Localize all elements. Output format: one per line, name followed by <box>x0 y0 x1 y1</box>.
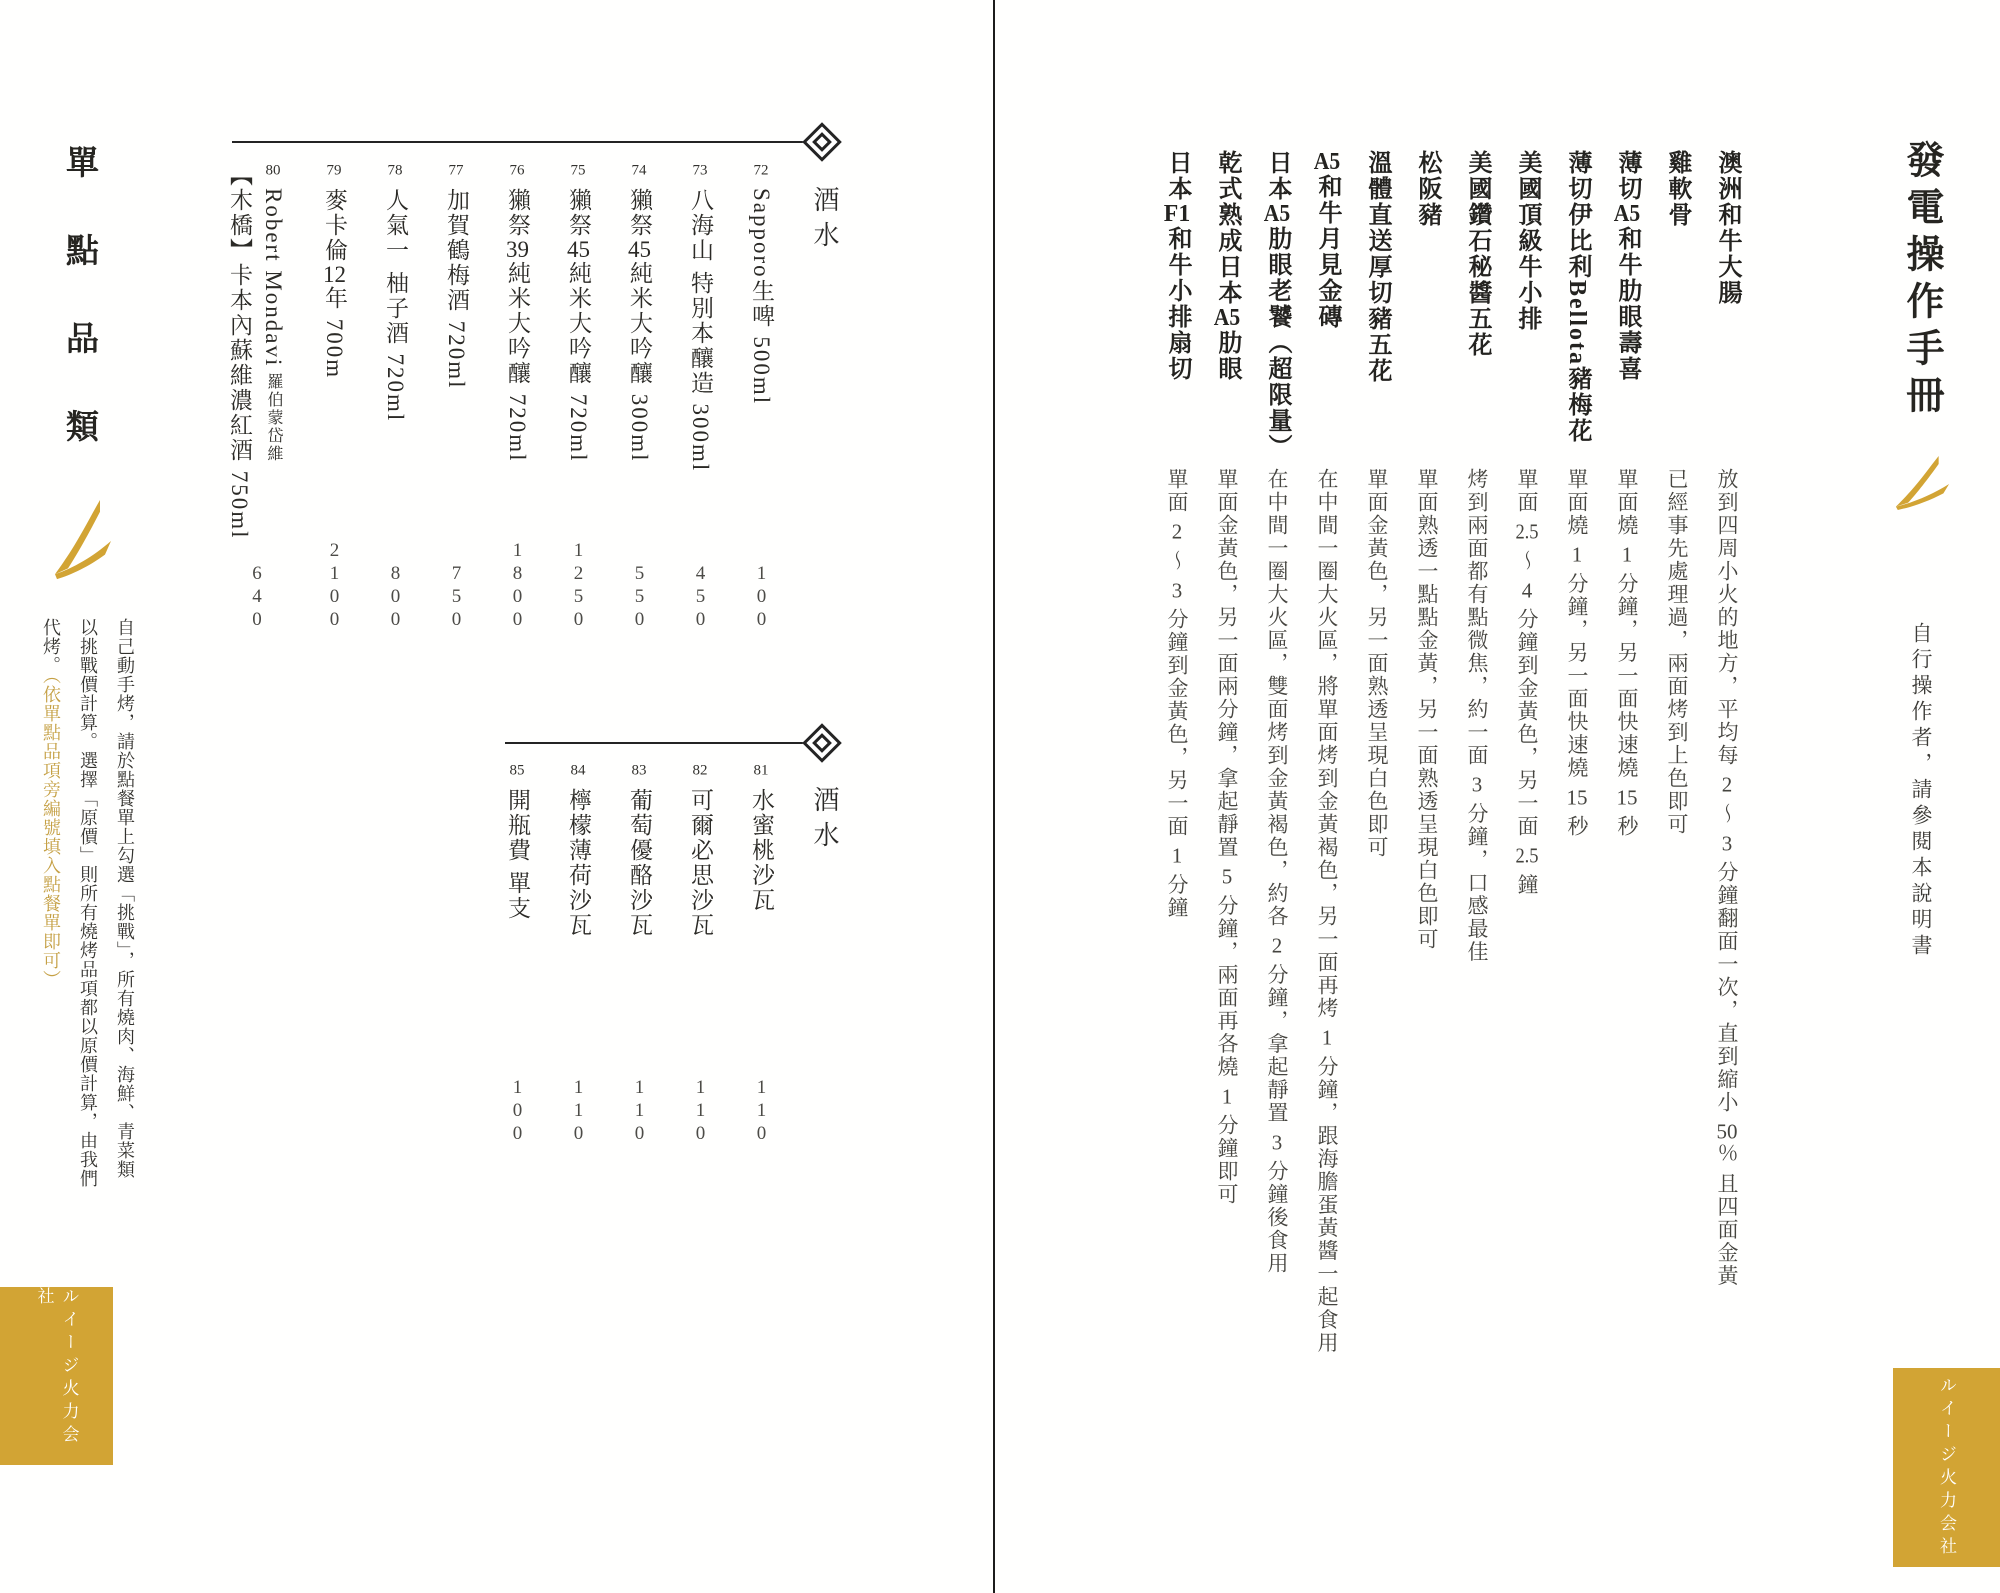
intro-line: 自己動手烤，請於點餐單上勾選「挑戰」，所有燒肉、海鮮、青菜類 <box>115 618 135 1179</box>
page-fold-divider <box>993 0 995 1593</box>
item-price: 100 <box>507 1077 528 1146</box>
menu-item-line <box>683 163 717 632</box>
item-price: 110 <box>568 1077 589 1146</box>
operation-item-name: 日本A5肋眼老饕（超限量） <box>1263 150 1291 460</box>
operation-item-instruction: 烤到兩面都有點微焦，約一面 3 分鐘，口感最佳 <box>1465 468 1489 964</box>
item-name: 獺祭45純米大吟釀 720ml <box>566 188 591 463</box>
brand-logo-text: ルイージ火力会社 <box>1937 1375 1956 1560</box>
item-number: 80 <box>265 163 281 178</box>
operation-item-name: 美國鑽石秘醬五花 <box>1464 150 1490 358</box>
item-number: 72 <box>753 163 769 178</box>
item-name-line2: 【木橋】卡本內蘇維濃紅酒 750ml <box>227 163 252 540</box>
operation-item <box>1712 150 1742 1550</box>
item-price: 100 <box>751 563 772 632</box>
self-grill-intro <box>32 618 143 1210</box>
menu-item <box>500 763 534 1146</box>
operation-item <box>1262 150 1292 1550</box>
section-label-drinks-2: 酒水 <box>810 786 839 856</box>
menu-item <box>622 163 656 632</box>
menu-item-line <box>439 163 473 632</box>
item-name: 開瓶費 單支 <box>505 788 530 921</box>
drink-list-2 <box>473 763 778 1146</box>
item-name: 加賀鶴梅酒 720ml <box>444 188 469 390</box>
item-number: 77 <box>448 163 464 178</box>
item-number: 81 <box>753 763 769 778</box>
section-rule <box>505 742 806 744</box>
operation-item-name: 澳洲和牛大腸 <box>1714 150 1740 306</box>
menu-item <box>439 163 473 632</box>
menu-item-line <box>378 163 412 632</box>
operation-item-instruction: 已經事先處理過，兩面烤到上色即可 <box>1665 468 1689 836</box>
item-price: 2100 <box>324 540 345 632</box>
drink-list-1 <box>196 163 778 632</box>
item-price: 550 <box>629 563 650 632</box>
intro-line3-gold: （依單點品項旁編號填入點餐單即可） <box>41 675 61 989</box>
operation-item-instruction: 單面 2 ～ 3 分鐘到金黃色，另一面 1 分鐘 <box>1165 468 1189 920</box>
item-name-annotation: 羅伯蒙岱維 <box>265 373 282 464</box>
item-number: 85 <box>509 763 525 778</box>
brush-stroke-icon <box>53 500 113 582</box>
operation-item-instruction: 單面金黃色，另一面兩分鐘，拿起靜置 5 分鐘，兩面再各燒 1 分鐘即可 <box>1215 468 1239 1206</box>
operation-item-instruction: 在中間一圈大火區，雙面烤到金黃褐色，約各 2 分鐘，拿起靜置 3 分鐘後食用 <box>1265 468 1289 1275</box>
diamond-icon <box>802 723 842 763</box>
item-name: 水蜜桃沙瓦 <box>749 788 774 913</box>
item-number: 84 <box>570 763 586 778</box>
operation-item <box>1162 150 1192 1550</box>
operation-item-instruction: 在中間一圈大火區，將單面烤到金黃褐色，另一面再烤 1 分鐘，跟海膽蛋黃醬一起食用 <box>1315 468 1339 1355</box>
operation-item-name: 松阪豬 <box>1414 150 1440 228</box>
operation-item <box>1662 150 1692 1550</box>
menu-item-line <box>622 163 656 632</box>
menu-item-line <box>744 163 778 632</box>
operation-item <box>1362 150 1392 1550</box>
menu-item <box>317 163 351 632</box>
item-price: 750 <box>446 563 467 632</box>
operation-item-name: 薄切A5和牛肋眼壽喜 <box>1613 150 1641 382</box>
item-name: 可爾必思沙瓦 <box>688 788 713 938</box>
item-name: 麥卡倫12年 700m <box>322 188 347 380</box>
operation-item-name: 日本F1和牛小排扇切 <box>1163 150 1191 382</box>
item-number: 82 <box>692 763 708 778</box>
item-name: 獺祭39純米大吟釀 720ml <box>505 188 530 463</box>
menu-item <box>378 163 412 632</box>
right-page-subtitle: 自行操作者，請參閱本說明書 <box>1909 622 1933 960</box>
operation-item-name: 乾式熟成日本A5肋眼 <box>1213 150 1241 382</box>
operation-item-name: A5和牛月見金磚 <box>1313 150 1341 330</box>
intro-line <box>32 618 69 1210</box>
item-price: 800 <box>385 563 406 632</box>
menu-item <box>683 163 717 632</box>
operation-item <box>1412 150 1442 1550</box>
intro-line3-black: 代烤。 <box>41 618 61 675</box>
diamond-inner-icon <box>812 132 832 152</box>
item-name: 獺祭45純米大吟釀 300ml <box>627 188 652 463</box>
item-name: 人氣一 柚子酒 720ml <box>383 188 408 423</box>
operation-item-instruction: 單面金黃色，另一面熟透呈現白色即可 <box>1365 468 1389 859</box>
item-name: 葡萄優酪沙瓦 <box>627 788 652 938</box>
diamond-inner-icon <box>812 733 832 753</box>
brush-stroke-icon <box>1894 456 1951 512</box>
menu-item <box>683 763 717 1146</box>
item-price: 110 <box>690 1077 711 1146</box>
brand-block <box>1893 1368 2000 1567</box>
right-page-title: 發電操作手冊 <box>1900 140 1942 422</box>
brand-block <box>0 1287 113 1465</box>
operation-item-name: 溫體直送厚切豬五花 <box>1364 150 1390 384</box>
operation-item-instruction: 單面 2.5 ～ 4 分鐘到金黃色，另一面 2.5 鐘 <box>1515 468 1539 897</box>
operation-item-instruction: 單面熟透一點點金黃，另一面熟透呈現白色即可 <box>1415 468 1439 951</box>
item-name: 檸檬薄荷沙瓦 <box>566 788 591 938</box>
menu-item <box>561 163 595 632</box>
section-rule <box>232 141 806 143</box>
operation-item-instruction: 放到四周小火的地方，平均每 2 ～ 3 分鐘翻面一次，直到縮小 50％ 且四面金黃 <box>1715 468 1739 1288</box>
operation-item-instruction: 單面燒 1 分鐘，另一面快速燒 15 秒 <box>1615 468 1639 838</box>
menu-item <box>744 163 778 632</box>
brand-logo-text: ルイージ火力会社 <box>34 1287 79 1448</box>
menu-item <box>223 163 290 632</box>
item-price: 450 <box>690 563 711 632</box>
intro-line: 以挑戰價計算。選擇「原價」則所有燒烤品項都以原價計算，由我們 <box>78 618 98 1188</box>
item-number: 78 <box>387 163 403 178</box>
item-number: 79 <box>326 163 342 178</box>
section-label-drinks-1: 酒水 <box>810 186 839 256</box>
menu-item <box>622 763 656 1146</box>
menu-item <box>561 763 595 1146</box>
diamond-icon <box>802 122 842 162</box>
item-number: 76 <box>509 163 525 178</box>
menu-item <box>744 763 778 1146</box>
operation-item-instruction: 單面燒 1 分鐘，另一面快速燒 15 秒 <box>1565 468 1589 838</box>
operation-item <box>1612 150 1642 1550</box>
operation-item <box>1312 150 1342 1550</box>
operation-item <box>1562 150 1592 1550</box>
item-number: 75 <box>570 163 586 178</box>
operation-item <box>1462 150 1492 1550</box>
operation-item <box>1212 150 1242 1550</box>
item-price: 1250 <box>568 540 589 632</box>
left-page-title: 單點品類 <box>61 145 97 497</box>
item-name: Robert Mondavi <box>261 188 286 368</box>
item-name: Sapporo生啤 500ml <box>749 188 774 406</box>
item-price: 1800 <box>507 540 528 632</box>
operation-item-name: 薄切伊比利Bellota豬梅花 <box>1564 150 1590 444</box>
operation-item-name: 美國頂級牛小排 <box>1514 150 1540 332</box>
menu-item <box>500 163 534 632</box>
operation-item-name: 雞軟骨 <box>1664 150 1690 228</box>
operation-item <box>1512 150 1542 1550</box>
item-number: 83 <box>631 763 647 778</box>
item-name: 八海山 特別本釀造 300ml <box>688 188 713 473</box>
item-price: 110 <box>751 1077 772 1146</box>
menu-item-line <box>256 163 290 632</box>
item-price: 110 <box>629 1077 650 1146</box>
item-number: 73 <box>692 163 708 178</box>
item-number: 74 <box>631 163 647 178</box>
operation-list <box>1142 150 1742 1550</box>
item-price: 640 <box>246 563 268 632</box>
